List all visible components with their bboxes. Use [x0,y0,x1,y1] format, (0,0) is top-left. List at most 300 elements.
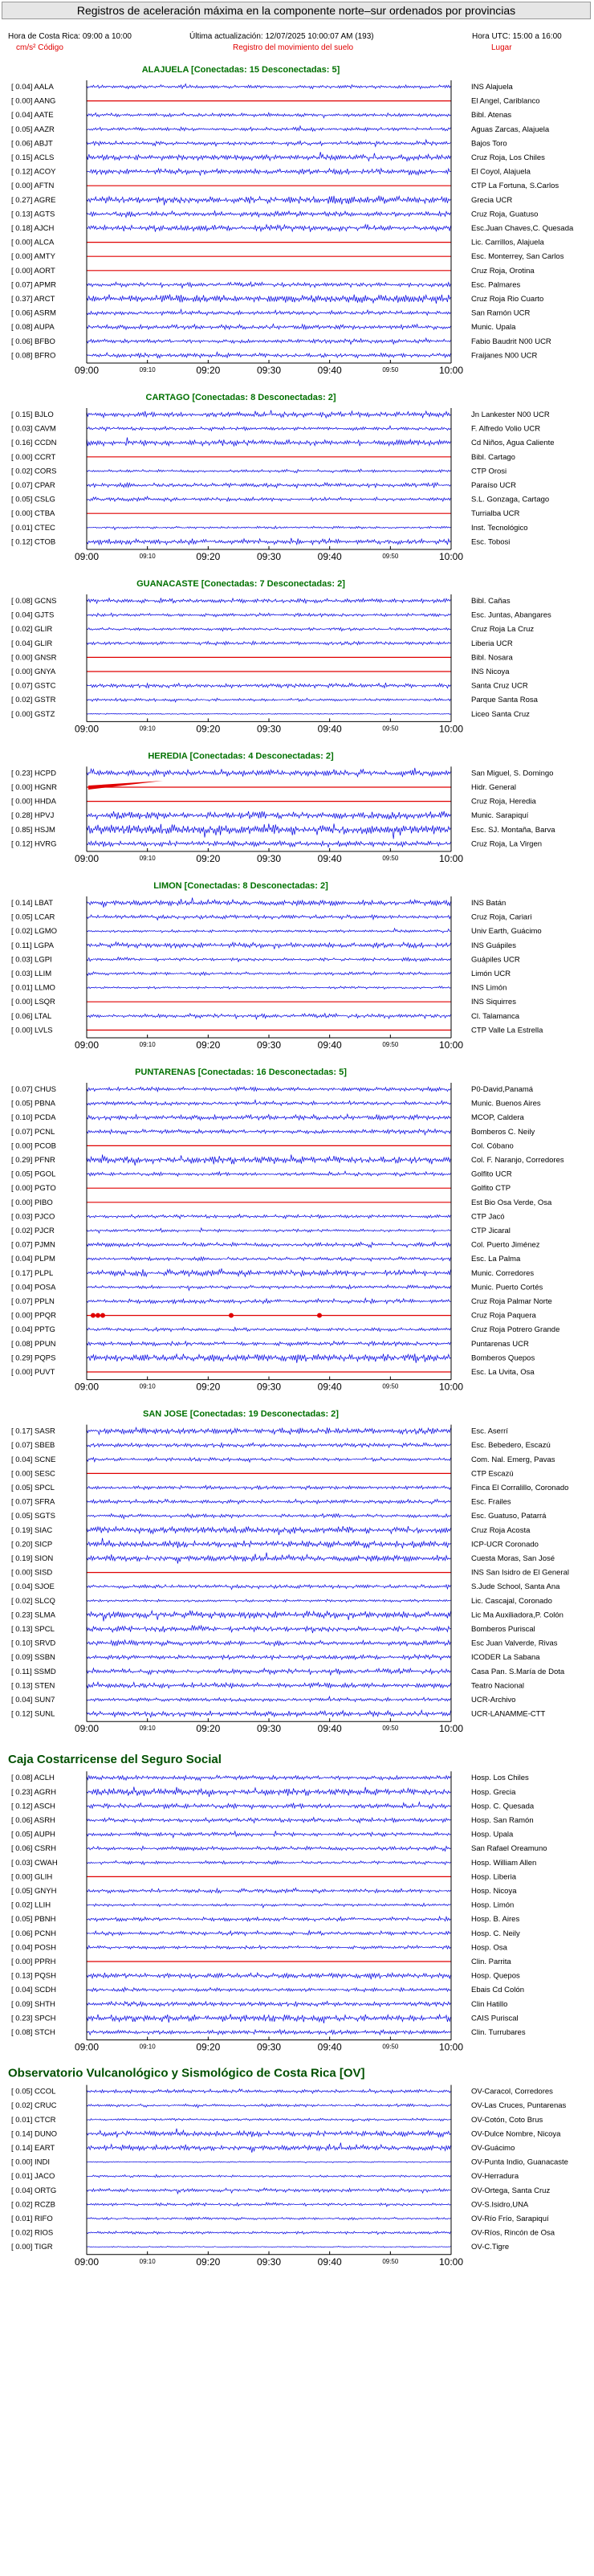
station-place-7-6: Hosp. William Allen [471,1858,537,1868]
station-code-3-1: [ 0.00] HGNR [11,783,58,792]
station-code-3-2: [ 0.00] HHDA [11,797,56,806]
station-code-2-3: [ 0.04] GLIR [11,639,53,648]
station-place-6-16: ICODER La Sabana [471,1653,540,1663]
trace-6-15 [87,1640,451,1646]
time-tick-label-3-3: 09:30 [256,853,282,864]
station-code-8-3: [ 0.14] DUNO [11,2129,58,2139]
station-code-4-4: [ 0.03] LGPI [11,955,52,965]
trace-0-8 [87,196,451,206]
trace-8-0 [87,2089,451,2094]
station-code-5-4: [ 0.00] PCOB [11,1141,56,1151]
station-place-0-10: Esc.Juan Chaves,C. Quesada [471,224,574,233]
group-title-6: SAN JOSE [Conectadas: 19 Desconectadas: 2] [143,1409,339,1419]
station-place-5-3: Bomberos C. Neily [471,1127,535,1137]
trace-3-0 [87,768,451,777]
station-code-4-2: [ 0.02] LGMO [11,927,58,937]
trace-6-11 [87,1585,451,1590]
trace-0-0 [87,84,451,88]
time-tick-label-4-1: 09:10 [139,1041,156,1048]
station-code-6-15: [ 0.10] SRVD [11,1639,56,1648]
trace-8-2 [87,2118,451,2121]
trace-1-0 [87,410,451,418]
trace-6-13 [87,1611,451,1621]
trace-1-5 [87,483,451,488]
station-place-2-2: Cruz Roja La Cruz [471,625,535,635]
station-place-0-13: Cruz Roja, Orotina [471,266,535,276]
trace-dot-5-16-4 [317,1313,322,1318]
trace-6-17 [87,1668,451,1676]
station-code-1-8: [ 0.01] CTEC [11,523,55,533]
station-place-3-4: Esc. SJ. Montaña, Barva [471,825,555,835]
station-place-7-0: Hosp. Los Chiles [471,1774,529,1783]
station-code-7-17: [ 0.23] SPCH [11,2014,56,2023]
station-place-1-3: Bibl. Cartago [471,452,515,462]
trace-8-8 [87,2202,451,2207]
station-place-2-7: Parque Santa Rosa [471,696,538,705]
station-place-7-12: Hosp. Osa [471,1943,507,1953]
trace-6-14 [87,1625,451,1633]
page-title: Registros de aceleración máxima en la componente norte–sur ordenados por provincias [2,2,591,19]
time-tick-label-6-0: 09:00 [74,1723,100,1735]
station-code-2-1: [ 0.04] GJTS [11,610,55,620]
station-code-7-18: [ 0.08] STCH [11,2028,55,2037]
trace-1-9 [87,538,451,545]
time-tick-label-4-5: 09:50 [382,1041,399,1048]
trace-6-20 [87,1710,451,1717]
trace-4-1 [87,915,451,920]
trace-dot-5-16-3 [229,1313,234,1318]
trace-2-6 [87,683,451,688]
trace-8-9 [87,2217,451,2220]
trace-0-6 [87,169,451,176]
group-title-4: LIMON [Conectadas: 8 Desconectadas: 2] [153,881,328,891]
trace-7-16 [87,2002,451,2007]
time-tick-label-1-1: 09:10 [139,553,156,560]
section-title-8: Observatorio Vulcanológico y Sismológico de Costa Rica [OV] [8,2066,365,2080]
station-code-2-4: [ 0.00] GNSR [11,653,57,663]
station-place-2-5: INS Nicoya [471,667,510,676]
time-tick-label-7-0: 09:00 [74,2041,100,2053]
station-place-8-4: OV-Guácimo [471,2144,515,2153]
station-code-7-15: [ 0.04] SCDH [11,1986,56,1995]
station-code-0-0: [ 0.04] AALA [11,83,54,92]
station-place-4-0: INS Batán [471,899,507,908]
station-place-7-13: Clin. Parrita [471,1958,511,1966]
station-code-6-17: [ 0.11] SSMD [11,1667,56,1676]
station-place-0-5: Cruz Roja, Los Chiles [471,153,545,162]
station-code-4-1: [ 0.05] LCAR [11,912,55,922]
station-code-3-3: [ 0.28] HPVJ [11,811,55,821]
station-place-6-4: Finca El Corralillo, Coronado [471,1484,569,1492]
station-place-5-8: Est Bio Osa Verde, Osa [471,1198,552,1207]
station-code-6-8: [ 0.20] SICP [11,1540,53,1549]
station-code-0-17: [ 0.08] AUPA [11,323,55,333]
time-tick-label-5-1: 09:10 [139,1382,156,1390]
station-place-2-4: Bibl. Nosara [471,653,513,663]
station-place-6-7: Cruz Roja Acosta [471,1525,531,1535]
station-place-6-19: UCR-Archivo [471,1696,516,1704]
station-code-0-18: [ 0.06] BFBO [11,337,55,346]
trace-7-12 [87,1945,451,1949]
trace-6-2 [87,1457,451,1462]
station-code-8-11: [ 0.00] TIGR [11,2243,53,2252]
station-place-0-8: Grecia UCR [471,195,513,205]
station-place-5-13: Munic. Corredores [471,1268,535,1278]
station-code-6-0: [ 0.17] SASR [11,1427,55,1436]
trace-6-9 [87,1553,451,1564]
station-code-6-6: [ 0.05] SGTS [11,1512,55,1521]
time-tick-label-8-4: 09:40 [317,2256,342,2268]
station-code-1-9: [ 0.12] CTOB [11,537,56,547]
station-place-0-9: Cruz Roja, Guatuso [471,210,539,219]
trace-0-5 [87,152,451,161]
station-code-5-16: [ 0.00] PPQR [11,1311,56,1321]
station-code-6-10: [ 0.00] SISD [11,1568,53,1578]
station-code-0-1: [ 0.00] AANG [11,96,56,106]
trace-7-10 [87,1917,451,1921]
station-code-5-18: [ 0.08] PPUN [11,1339,56,1349]
station-code-1-1: [ 0.03] CAVM [11,424,56,434]
station-place-5-6: Golfito UCR [471,1170,512,1179]
station-code-6-5: [ 0.07] SFRA [11,1497,55,1507]
station-place-6-12: Lic. Cascajal, Coronado [471,1596,552,1606]
station-place-1-5: Paraíso UCR [471,481,516,490]
station-code-7-13: [ 0.00] PPRH [11,1958,56,1966]
station-place-0-15: Cruz Roja Rio Cuarto [471,295,544,304]
station-code-5-5: [ 0.29] PFNR [11,1156,55,1165]
station-place-0-1: El Angel, Cariblanco [471,96,540,106]
station-code-6-1: [ 0.07] SBEB [11,1441,55,1451]
trace-0-19 [87,352,451,357]
station-place-1-6: S.L. Gonzaga, Cartago [471,495,550,504]
trace-3-3 [87,811,451,819]
station-code-5-15: [ 0.07] PPLN [11,1297,55,1306]
station-code-7-10: [ 0.05] PBNH [11,1915,56,1925]
station-code-5-19: [ 0.29] PQPS [11,1353,56,1363]
trace-5-2 [87,1114,451,1121]
station-place-6-0: Esc. Aserrí [471,1427,508,1436]
trace-7-2 [87,1802,451,1810]
station-code-0-9: [ 0.13] AGTS [11,210,55,219]
station-place-7-5: San Rafael Oreamuno [471,1844,547,1854]
trace-0-9 [87,211,451,218]
station-place-8-5: OV-Punta Indio, Guanacaste [471,2158,568,2167]
station-code-8-5: [ 0.00] INDI [11,2158,51,2167]
trace-4-6 [87,986,451,990]
station-code-5-9: [ 0.03] PJCO [11,1212,55,1222]
station-code-6-18: [ 0.13] STEN [11,1681,55,1691]
station-code-5-2: [ 0.10] PCDA [11,1113,56,1123]
trace-1-2 [87,438,451,447]
trace-5-9 [87,1215,451,1219]
trace-1-8 [87,526,451,530]
station-code-5-13: [ 0.17] PLPL [11,1268,54,1278]
station-place-5-11: Col. Puerto Jiménez [471,1240,540,1250]
trace-0-2 [87,112,451,118]
trace-dot-5-16-2 [100,1313,105,1318]
station-code-8-6: [ 0.01] JACO [11,2172,55,2182]
time-tick-label-1-6: 10:00 [438,551,464,562]
station-place-8-9: OV-Río Frío, Sarapiquí [471,2215,549,2223]
time-tick-label-3-6: 10:00 [438,853,464,864]
station-place-5-4: Col. Cóbano [471,1141,514,1151]
time-tick-label-7-1: 09:10 [139,2043,156,2051]
station-place-4-9: CTP Valle La Estrella [471,1026,543,1035]
trace-1-4 [87,469,451,473]
station-place-2-8: Liceo Santa Cruz [471,709,530,719]
trace-4-3 [87,942,451,949]
station-code-6-3: [ 0.00] SESC [11,1469,55,1479]
time-tick-label-6-2: 09:20 [196,1723,221,1735]
station-code-4-6: [ 0.01] LLMO [11,983,55,993]
time-tick-label-5-4: 09:40 [317,1381,342,1393]
group-title-3: HEREDIA [Conectadas: 4 Desconectadas: 2] [148,751,334,761]
station-code-6-7: [ 0.19] SIAC [11,1525,53,1535]
time-tick-label-6-1: 09:10 [139,1725,156,1733]
station-code-2-6: [ 0.07] GSTC [11,681,56,691]
trace-6-19 [87,1696,451,1701]
time-tick-label-6-5: 09:50 [382,1725,399,1733]
station-place-0-2: Bibl. Atenas [471,111,512,120]
time-tick-label-2-5: 09:50 [382,725,399,733]
station-place-7-7: Hosp. Liberia [471,1872,516,1882]
station-place-8-11: OV-C.Tigre [471,2243,510,2252]
trace-2-1 [87,613,451,617]
station-place-0-11: Lic. Carrillos, Alajuela [471,238,544,247]
station-place-6-20: UCR-LANAMME-CTT [471,1709,546,1719]
trace-6-6 [87,1514,451,1519]
station-code-8-0: [ 0.05] CCOL [11,2087,56,2096]
station-place-7-10: Hosp. B. Aires [471,1915,520,1925]
station-code-1-2: [ 0.16] CCDN [11,439,57,448]
station-code-3-0: [ 0.23] HCPD [11,769,56,778]
station-place-5-20: Esc. La Uvita, Osa [471,1368,535,1377]
trace-2-0 [87,598,451,604]
time-tick-label-8-0: 09:00 [74,2256,100,2268]
trace-5-1 [87,1100,451,1105]
time-tick-label-6-4: 09:40 [317,1723,342,1735]
station-code-5-0: [ 0.07] CHUS [11,1085,56,1094]
station-place-6-8: ICP-UCR Coronado [471,1540,539,1549]
trace-8-5 [87,2162,451,2163]
station-code-5-20: [ 0.00] PUVT [11,1368,55,1377]
station-place-8-7: OV-Ortega, Santa Cruz [471,2186,551,2195]
time-tick-label-3-4: 09:40 [317,853,342,864]
trace-7-14 [87,1973,451,1979]
time-tick-label-1-5: 09:50 [382,553,399,560]
station-code-5-1: [ 0.05] PBNA [11,1099,55,1108]
trace-5-6 [87,1171,451,1176]
station-place-1-2: Cd Niños, Agua Caliente [471,439,555,448]
trace-0-3 [87,126,451,132]
trace-6-8 [87,1538,451,1549]
trace-7-3 [87,1818,451,1823]
trace-7-15 [87,1987,451,1992]
station-code-6-13: [ 0.23] SLMA [11,1611,55,1620]
trace-6-7 [87,1526,451,1535]
station-place-6-14: Bomberos Puriscal [471,1625,535,1634]
time-tick-label-5-6: 10:00 [438,1381,464,1393]
station-place-6-1: Esc. Bebedero, Escazú [471,1441,551,1451]
station-place-1-4: CTP Orosi [471,467,507,476]
trace-dot-5-16-0 [91,1313,96,1318]
station-code-6-9: [ 0.19] SION [11,1554,54,1563]
time-tick-label-5-2: 09:20 [196,1381,221,1393]
station-code-0-15: [ 0.37] ARCT [11,295,55,304]
time-tick-label-0-2: 09:20 [196,365,221,376]
station-place-8-6: OV-Herradura [471,2172,519,2182]
time-tick-label-2-0: 09:00 [74,723,100,735]
station-place-8-1: OV-Las Cruces, Puntarenas [471,2101,567,2111]
station-code-2-5: [ 0.00] GNYA [11,667,56,676]
trace-0-10 [87,224,451,231]
time-tick-label-0-5: 09:50 [382,366,399,374]
station-place-0-12: Esc. Monterrey, San Carlos [471,252,564,262]
station-code-4-3: [ 0.11] LGPA [11,941,54,950]
trace-0-17 [87,324,451,329]
station-place-2-1: Esc. Juntas, Abangares [471,610,551,620]
units-label: cm/s² Código [16,43,63,52]
station-code-5-14: [ 0.04] POSA [11,1283,56,1292]
station-place-5-2: MCOP, Caldera [471,1113,524,1123]
trace-1-1 [87,426,451,431]
trace-0-18 [87,338,451,345]
record-label: Registro del movimiento del suelo [233,43,354,52]
trace-5-5 [87,1154,451,1166]
station-place-7-11: Hosp. C. Neily [471,1929,520,1938]
trace-6-1 [87,1443,451,1447]
trace-8-11 [87,2246,451,2247]
time-tick-label-7-2: 09:20 [196,2041,221,2053]
station-code-6-11: [ 0.04] SJOE [11,1582,55,1592]
station-place-0-16: San Ramón UCR [471,308,531,318]
trace-0-4 [87,140,451,146]
station-code-7-9: [ 0.02] LLIH [11,1900,51,1910]
station-place-2-6: Santa Cruz UCR [471,681,528,691]
station-code-5-6: [ 0.05] PGOL [11,1170,56,1179]
station-code-4-7: [ 0.00] LSQR [11,998,55,1007]
trace-8-1 [87,2104,451,2108]
station-code-2-2: [ 0.02] GLIR [11,625,53,635]
station-code-0-16: [ 0.06] ASRM [11,308,56,318]
station-code-0-7: [ 0.00] AFTN [11,182,55,191]
station-place-5-14: Munic. Puerto Cortés [471,1283,543,1292]
time-tick-label-4-2: 09:20 [196,1039,221,1051]
station-code-2-8: [ 0.00] GSTZ [11,709,55,719]
time-tick-label-8-6: 10:00 [438,2256,464,2268]
station-place-3-2: Cruz Roja, Heredia [471,797,536,806]
time-tick-label-2-1: 09:10 [139,725,156,733]
time-tick-label-2-4: 09:40 [317,723,342,735]
trace-7-0 [87,1775,451,1781]
time-tick-label-2-6: 10:00 [438,723,464,735]
station-code-1-0: [ 0.15] BJLO [11,410,54,419]
time-tick-label-7-5: 09:50 [382,2043,399,2051]
trace-5-18 [87,1341,451,1346]
station-code-5-11: [ 0.07] PJMN [11,1240,55,1250]
trace-8-6 [87,2174,451,2178]
station-place-7-18: Clin. Turrubares [471,2028,526,2037]
station-code-0-14: [ 0.07] APMR [11,280,56,290]
station-code-0-2: [ 0.04] AATE [11,111,54,120]
time-tick-label-1-3: 09:30 [256,551,282,562]
station-place-6-13: Lic Ma Auxiliadora,P. Colón [471,1611,563,1620]
time-tick-label-5-0: 09:00 [74,1381,100,1393]
station-place-3-1: Hidr. General [471,783,516,792]
trace-5-12 [87,1257,451,1261]
station-code-8-10: [ 0.02] RIOS [11,2228,54,2238]
station-place-2-0: Bibl. Cañas [471,597,511,606]
time-tick-label-8-5: 09:50 [382,2257,399,2265]
station-code-1-7: [ 0.00] CTBA [11,509,55,519]
station-code-4-0: [ 0.14] LBAT [11,899,54,908]
station-place-6-11: S.Jude School, Santa Ana [471,1582,560,1592]
section-title-7: Caja Costarricense del Seguro Social [8,1753,222,1767]
station-code-6-19: [ 0.04] SUN7 [11,1696,55,1704]
station-place-5-7: Golfito CTP [471,1184,511,1194]
trace-7-11 [87,1931,451,1936]
station-code-6-4: [ 0.05] SPCL [11,1484,55,1492]
station-code-6-16: [ 0.09] SSBN [11,1653,55,1663]
station-place-0-19: Fraijanes N00 UCR [471,351,538,361]
station-place-0-17: Munic. Upala [471,323,516,333]
time-tick-label-3-2: 09:20 [196,853,221,864]
trace-7-17 [87,2015,451,2024]
trace-5-14 [87,1285,451,1291]
station-code-7-16: [ 0.09] SHTH [11,1999,55,2009]
station-code-1-5: [ 0.07] CPAR [11,481,55,490]
station-code-0-8: [ 0.27] AGRE [11,195,56,205]
station-code-2-0: [ 0.08] GCNS [11,597,57,606]
station-code-4-8: [ 0.06] LTAL [11,1011,52,1021]
trace-7-9 [87,1903,451,1908]
station-place-1-9: Esc. Tobosi [471,537,511,547]
station-code-5-10: [ 0.02] PJCR [11,1227,55,1235]
station-place-4-5: Limón UCR [471,970,511,978]
station-code-0-11: [ 0.00] ALCA [11,238,55,247]
station-place-8-3: OV-Dulce Nombre, Nicoya [471,2129,561,2139]
station-place-2-3: Liberia UCR [471,639,513,648]
station-code-2-7: [ 0.02] GSTR [11,696,56,705]
time-tick-label-4-4: 09:40 [317,1039,342,1051]
station-place-5-0: P0-David,Panamá [471,1085,534,1094]
station-place-1-1: F. Alfredo Volio UCR [471,424,541,434]
station-place-7-2: Hosp. C. Quesada [471,1802,535,1811]
station-place-4-1: Cruz Roja, Cariari [471,912,532,922]
station-place-6-6: Esc. Guatuso, Patarrá [471,1512,547,1521]
trace-5-0 [87,1087,451,1092]
station-code-1-4: [ 0.02] CORS [11,467,57,476]
station-place-8-0: OV-Caracol, Corredores [471,2087,553,2096]
station-place-5-15: Cruz Roja Palmar Norte [471,1297,552,1306]
group-title-1: CARTAGO [Conectadas: 8 Desconectadas: 2] [145,393,336,402]
trace-7-1 [87,1787,451,1798]
station-place-1-0: Jn Lankester N00 UCR [471,410,550,419]
station-code-1-3: [ 0.00] CCRT [11,452,56,462]
station-code-7-7: [ 0.00] GLIH [11,1872,53,1882]
trace-2-3 [87,641,451,645]
trace-dot-5-16-1 [96,1313,100,1318]
trace-5-15 [87,1298,451,1304]
trace-5-13 [87,1268,451,1276]
station-place-5-16: Cruz Roja Paquera [471,1311,536,1321]
trace-1-6 [87,496,451,501]
station-place-6-18: Teatro Nacional [471,1681,525,1691]
station-place-1-7: Turrialba UCR [471,509,520,519]
trace-6-4 [87,1485,451,1489]
station-place-7-17: CAIS Puriscal [471,2014,519,2023]
station-place-6-10: INS San Isidro de El General [471,1568,569,1578]
